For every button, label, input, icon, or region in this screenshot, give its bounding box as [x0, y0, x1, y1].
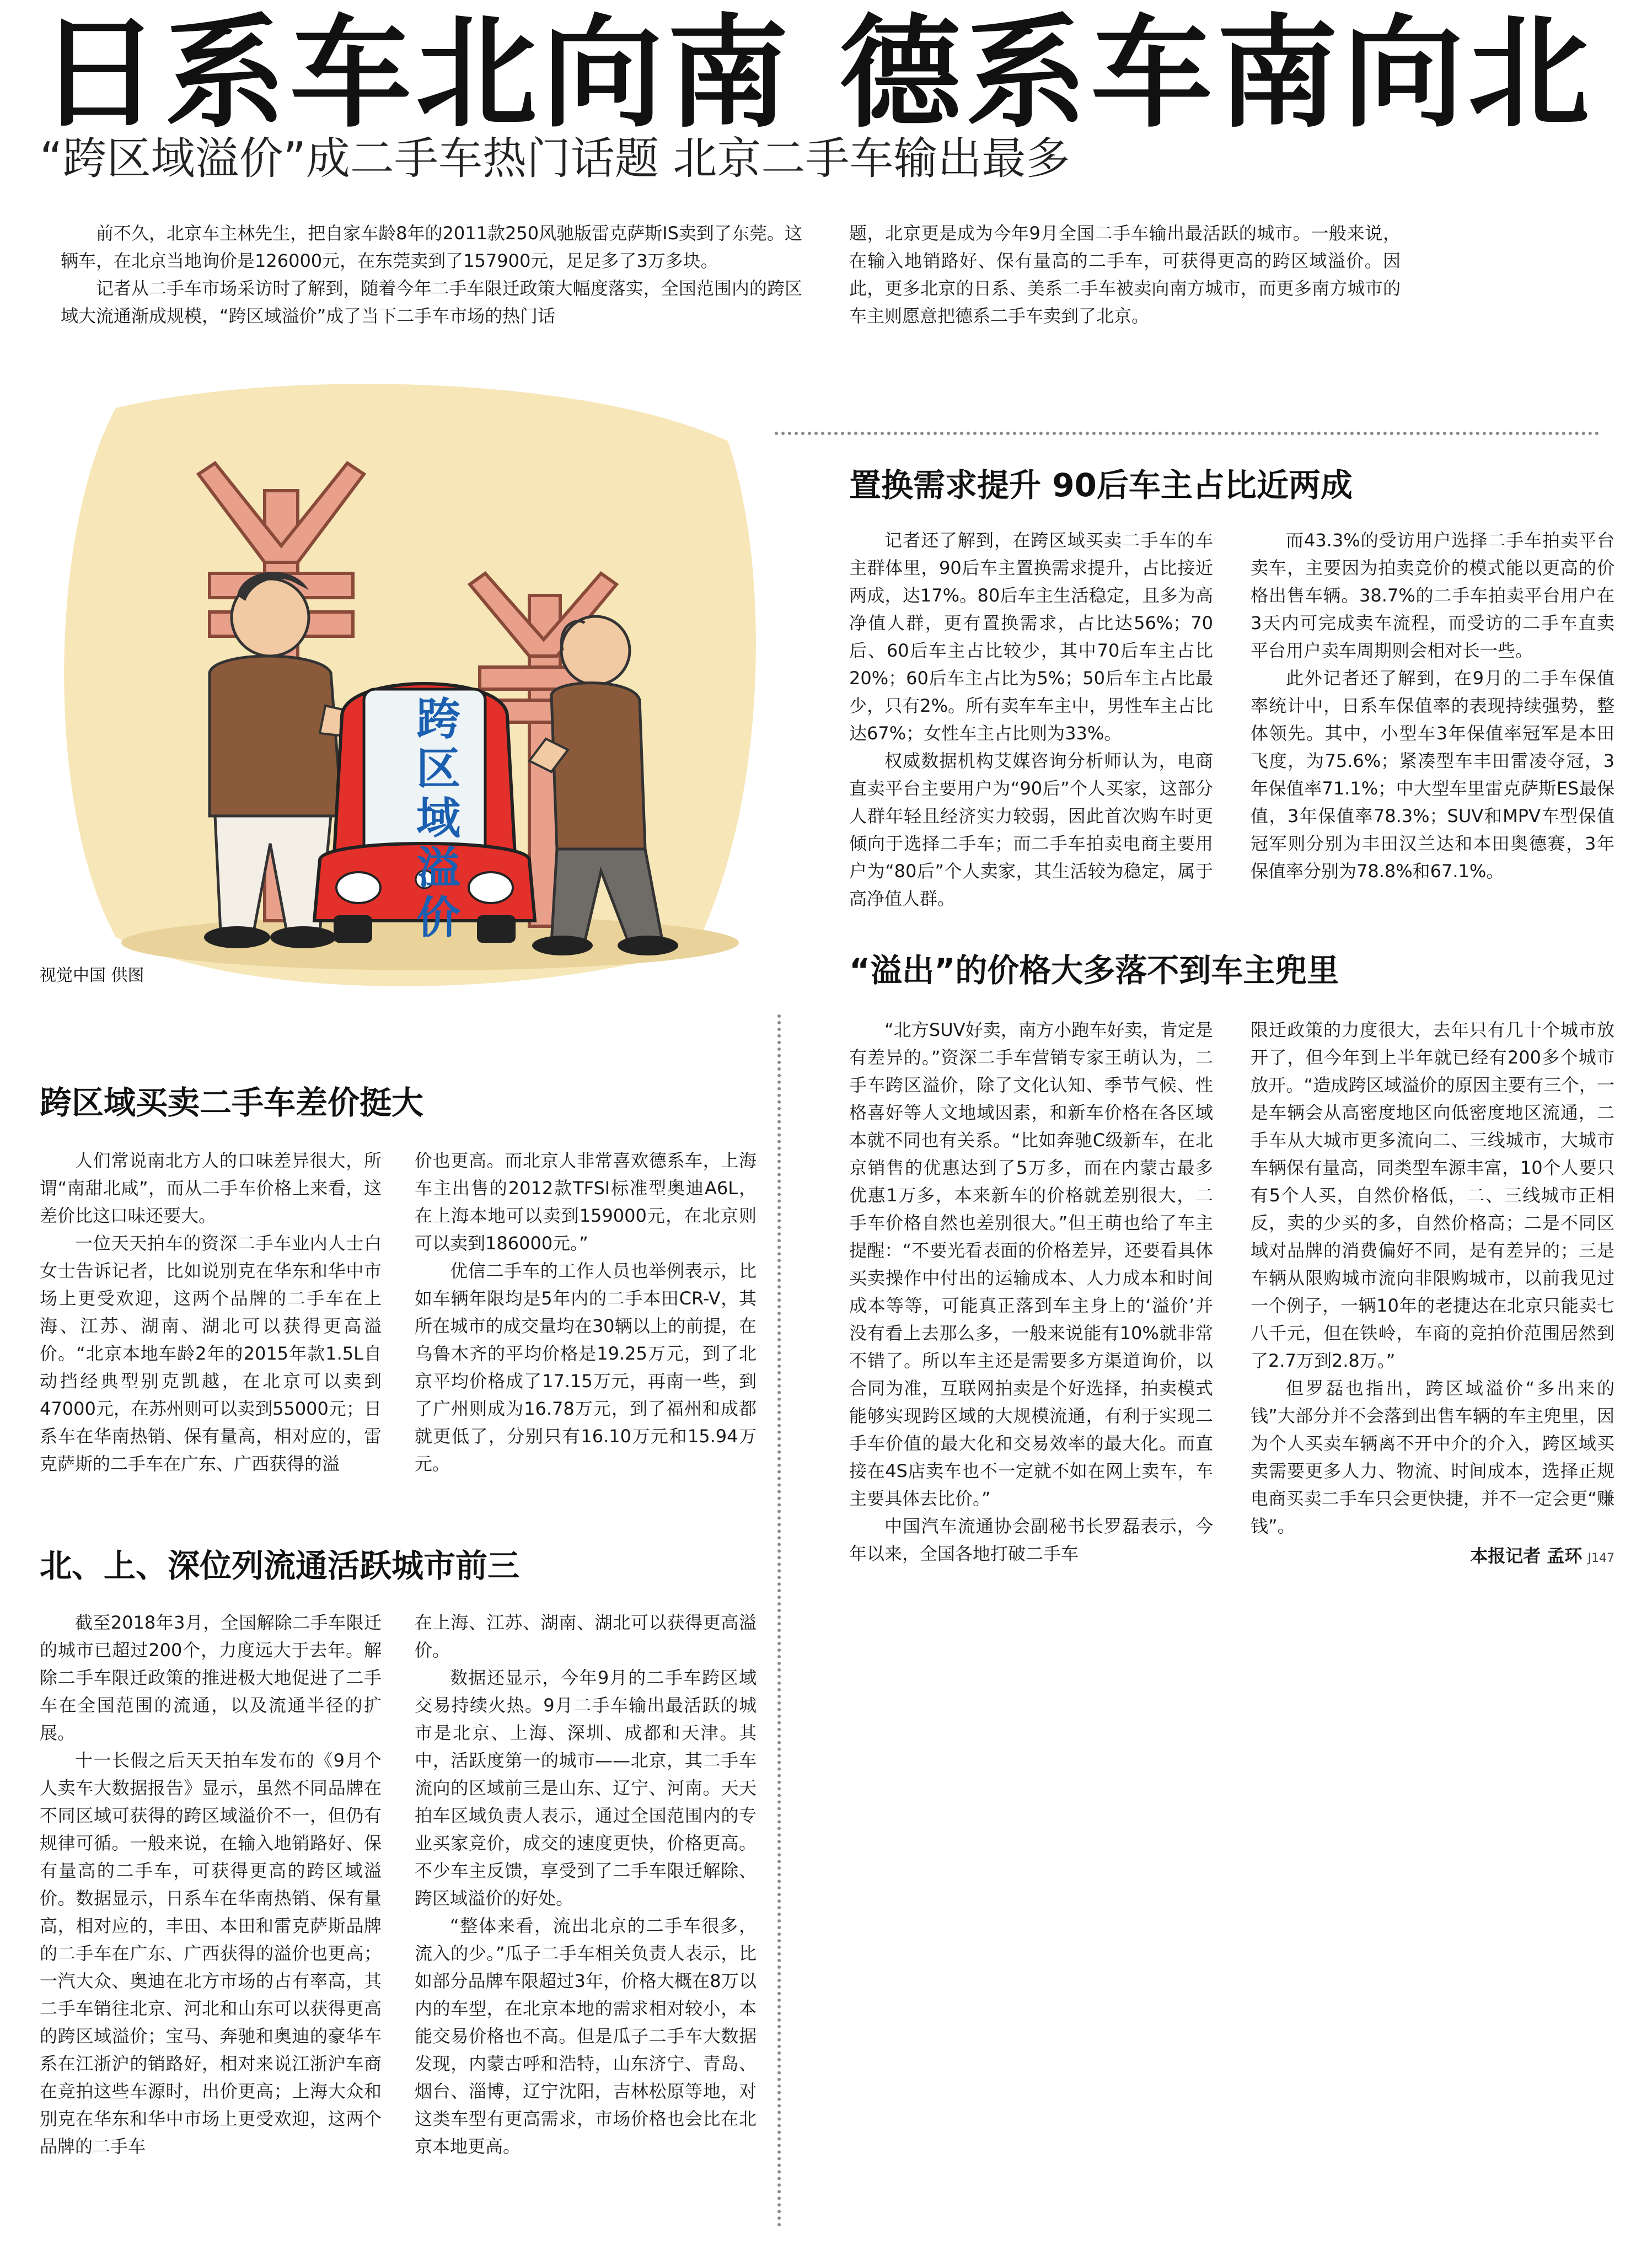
section1-col2	[415, 1147, 757, 1478]
paragraph: “北方SUV好卖，南方小跑车好卖，肯定是有差异的。”资深二手车营销专家王萌认为，二手车跨区溢价，除了文化认知、季节气候、性格喜好等人文地域因素，和新车价格在各区域本就不同也有关系。“比如奔驰C级新车，在北京销售的优惠达到了5万多，而在内蒙古最多优惠1万多，本来新车的价格就差别很大，二手车价格自然也差别很大。”但王萌也给了车主提醒：“不要光看表面的价格差异，还要看具体买卖操作中付出的运输成本、人力成本和时间成本等等，可能真正落到车主身上的‘溢价’并没有看上去那么多，一般来说能有10%就非常不错了。所以车主还是需要多方渠道询价，以合同为准，互联网拍卖是个好选择，拍卖模式能够实现跨区域的大规模流通，有利于实现二手车价值的最大化和交易效率的最大化。而直接在4S店卖车也不一定就不如在网上卖车，车主要具体去比价。”	[849, 1019, 1213, 1509]
byline: 本报记者 孟环	[1470, 1545, 1583, 1566]
section2-col1	[40, 1609, 382, 2160]
section3-heading: 置换需求提升 90后车主占比近两成	[849, 466, 1353, 504]
paragraph: 十一长假之后天天拍车发布的《9月个人卖车大数据报告》显示，虽然不同品牌在不同区域可获得的跨区域溢价不一，但仍有规律可循。一般来说，在输入地销路好、保有量高的二手车，可获得更高的跨区域溢价。数据显示，日系车在华南热销、保有量高，相对应的，丰田、本田和雷克萨斯品牌的二手车在广东、广西获得的溢价也更高；一汽大众、奥迪在北方市场的占有率高，其二手车销往北京、河北和山东可以获得更高的跨区域溢价；宝马、奔驰和奥迪的豪华车系在江浙沪的销路好，相对来说江浙沪车商在竞拍这些车源时，出价更高；上海大众和别克在华东和华中市场上更受欢迎，这两个品牌的二手车	[40, 1750, 382, 2157]
sign-text: 跨区域溢价	[416, 694, 460, 943]
illustration-credit: 视觉中国 供图	[40, 966, 144, 985]
section4-col1	[849, 1016, 1213, 1567]
lead-paragraph: 记者从二手车市场采访时了解到，随着今年二手车限迁政策大幅度落实，全国范围内的跨区域大流通渐成规模，“跨区域溢价”成了当下二手车市场的热门话	[61, 278, 802, 326]
paragraph: 截至2018年3月，全国解除二手车限迁的城市已超过200个，力度远大于去年。解除二手车限迁政策的推进极大地促进了二手车在全国范围的流通，以及流通半径的扩展。	[40, 1612, 382, 1743]
lead-right-column	[849, 219, 1401, 330]
divider-vertical-left	[777, 1014, 781, 2227]
paragraph: 价也更高。而北京人非常喜欢德系车，上海车主出售的2012款TFSI标准型奥迪A6L，在上海本地可以卖到159000元，在北京则可以卖到186000元。”	[415, 1150, 757, 1254]
headline: 日系车北向南 德系车南向北	[39, 3, 1594, 144]
page-code: J147	[1587, 1551, 1615, 1565]
section4-heading: “溢出”的价格大多落不到车主兜里	[849, 952, 1339, 989]
paragraph: 在上海、江苏、湖南、湖北可以获得更高溢价。	[415, 1612, 757, 1661]
section2-col2	[415, 1609, 757, 2160]
lead-paragraph: 题，北京更是成为今年9月全国二手车输出最活跃的城市。一般来说，在输入地销路好、保有量高的二手车，可获得更高的跨区域溢价。因此，更多北京的日系、美系二手车被卖向南方城市，而更多南方城市的车主则愿意把德系二手车卖到了北京。	[849, 223, 1401, 326]
paragraph: “整体来看，流出北京的二手车很多，流入的少。”瓜子二手车相关负责人表示，比如部分品牌车限超过3年，价格大概在8万以内的车型，在北京本地的需求相对较小，本能交易价格也不高。但是瓜子二手车大数据发现，内蒙古呼和浩特，山东济宁、青岛、烟台、淄博，辽宁沈阳，吉林松原等地，对这类车型有更高需求，市场价格也会比在北京本地更高。	[415, 1915, 757, 2157]
paragraph: 而43.3%的受访用户选择二手车拍卖平台卖车，主要因为拍卖竞价的模式能以更高的价格出售车辆。38.7%的二手车拍卖平台用户在3天内可完成卖车流程，而受访的二手车直卖平台用户卖车周期则会相对长一些。	[1251, 530, 1615, 661]
paragraph: 一位天天拍车的资深二手车业内人士白女士告诉记者，比如说别克在华东和华中市场上更受欢迎，这两个品牌的二手车在上海、江苏、湖南、湖北可以获得更高溢价。“北京本地车龄2年的2015年款1.5L自动挡经典型别克凯越，在北京可以卖到47000元，在苏州则可以卖到55000元；日系车在华南热销、保有量高，相对应的，雷克萨斯的二手车在广东、广西获得的溢	[40, 1233, 382, 1474]
section4-col2	[1251, 1016, 1615, 1572]
paragraph: 权威数据机构艾媒咨询分析师认为，电商直卖平台主要用户为“90后”个人买家，这部分人群年轻且经济实力较弱，因此首次购车时更倾向于选择二手车；而二手车拍卖电商主要用户为“80后”个人卖家，其生活较为稳定，属于高净值人群。	[849, 750, 1213, 909]
section2-heading: 北、上、深位列流通活跃城市前三	[40, 1547, 520, 1585]
paragraph: 限迁政策的力度很大，去年只有几十个城市放开了，但今年到上半年就已经有200多个城市放开。“造成跨区域溢价的原因主要有三个，一是车辆会从高密度地区向低密度地区流通，二手车从大城市更多流向二、三线城市，大城市车辆保有量高，同类型车源丰富，10个人要只有5个人买，自然价格低，二、三线城市正相反，卖的少买的多，自然价格高；二是不同区域对品牌的消费偏好不同，是有差异的；三是车辆从限购城市流向非限购城市，以前我见过一个例子，一辆10年的老捷达在北京只能卖七八千元，但在铁岭，车商的竞拍价范围居然到了2.7万到2.8万。”	[1251, 1019, 1615, 1371]
paragraph: 数据还显示，今年9月的二手车跨区域交易持续火热。9月二手车输出最活跃的城市是北京、上海、深圳、成都和天津。其中，活跃度第一的城市——北京，其二手车流向的区域前三是山东、辽宁、河南。天天拍车区域负责人表示，通过全国范围内的专业买家竞价，成交的速度更快，价格更高。不少车主反馈，享受到了二手车限迁解除、跨区域溢价的好处。	[415, 1667, 757, 1909]
paragraph: 但罗磊也指出，跨区域溢价“多出来的钱”大部分并不会落到出售车辆的车主兜里，因为个人买卖车辆离不开中介的介入，跨区域买卖需要更多人力、物流、时间成本，选择正规电商买卖二手车只会更快捷，并不一定会更“赚钱”。	[1251, 1378, 1615, 1537]
paragraph: 此外记者还了解到，在9月的二手车保值率统计中，日系车保值率的表现持续强势，整体领先。其中，小型车3年保值率冠军是本田飞度，为75.6%；紧凑型车丰田雷凌夺冠，3年保值率71.1%；中大型车里雷克萨斯ES最保值，3年保值率78.3%；SUV和MPV车型保值冠军则分别为丰田汉兰达和本田奥德赛，3年保值率分别为78.8%和67.1%。	[1251, 668, 1615, 882]
cartoon-svg	[33, 364, 772, 1014]
paragraph: 优信二手车的工作人员也举例表示，比如车辆年限均是5年内的二手本田CR-V，其所在城市的成交量均在30辆以上的前提，在乌鲁木齐的平均价格是19.25万元，到了北京平均价格成了17.15万元，再南一些，到了广州则成为16.78万元，到了福州和成都就更低了，分别只有16.10万元和15.94万元。	[415, 1260, 757, 1474]
subheadline: “跨区域溢价”成二手车热门话题 北京二手车输出最多	[40, 133, 1070, 184]
lead-left-column	[61, 219, 802, 330]
section1-heading: 跨区域买卖二手车差价挺大	[40, 1084, 424, 1121]
byline-row	[1251, 1542, 1615, 1572]
section3-col1	[849, 527, 1213, 912]
illustration	[33, 364, 772, 1014]
paragraph: 中国汽车流通协会副秘书长罗磊表示，今年以来，全国各地打破二手车	[849, 1516, 1213, 1564]
paragraph: 记者还了解到，在跨区域买卖二手车的车主群体里，90后车主置换需求提升，占比接近两成，达17%。80后车主生活稳定，且多为高净值人群，更有置换需求，占比达56%；70后、60后车主占比较少，其中70后车主占比20%；60后车主占比为5%；50后车主占比最少，只有2%。所有卖车车主中，男性车主占比达67%；女性车主占比则为33%。	[849, 530, 1213, 744]
section3-col2	[1251, 527, 1615, 885]
paragraph: 人们常说南北方人的口味差异很大，所谓“南甜北咸”，而从二手车价格上来看，这差价比这口味还要大。	[40, 1150, 382, 1226]
section1-col1	[40, 1147, 382, 1478]
divider-top-right	[775, 432, 1599, 435]
lead-paragraph: 前不久，北京车主林先生，把自家车龄8年的2011款250风驰版雷克萨斯IS卖到了东莞。这辆车，在北京当地询价是126000元，在东莞卖到了157900元，足足多了3万多块。	[61, 223, 802, 271]
